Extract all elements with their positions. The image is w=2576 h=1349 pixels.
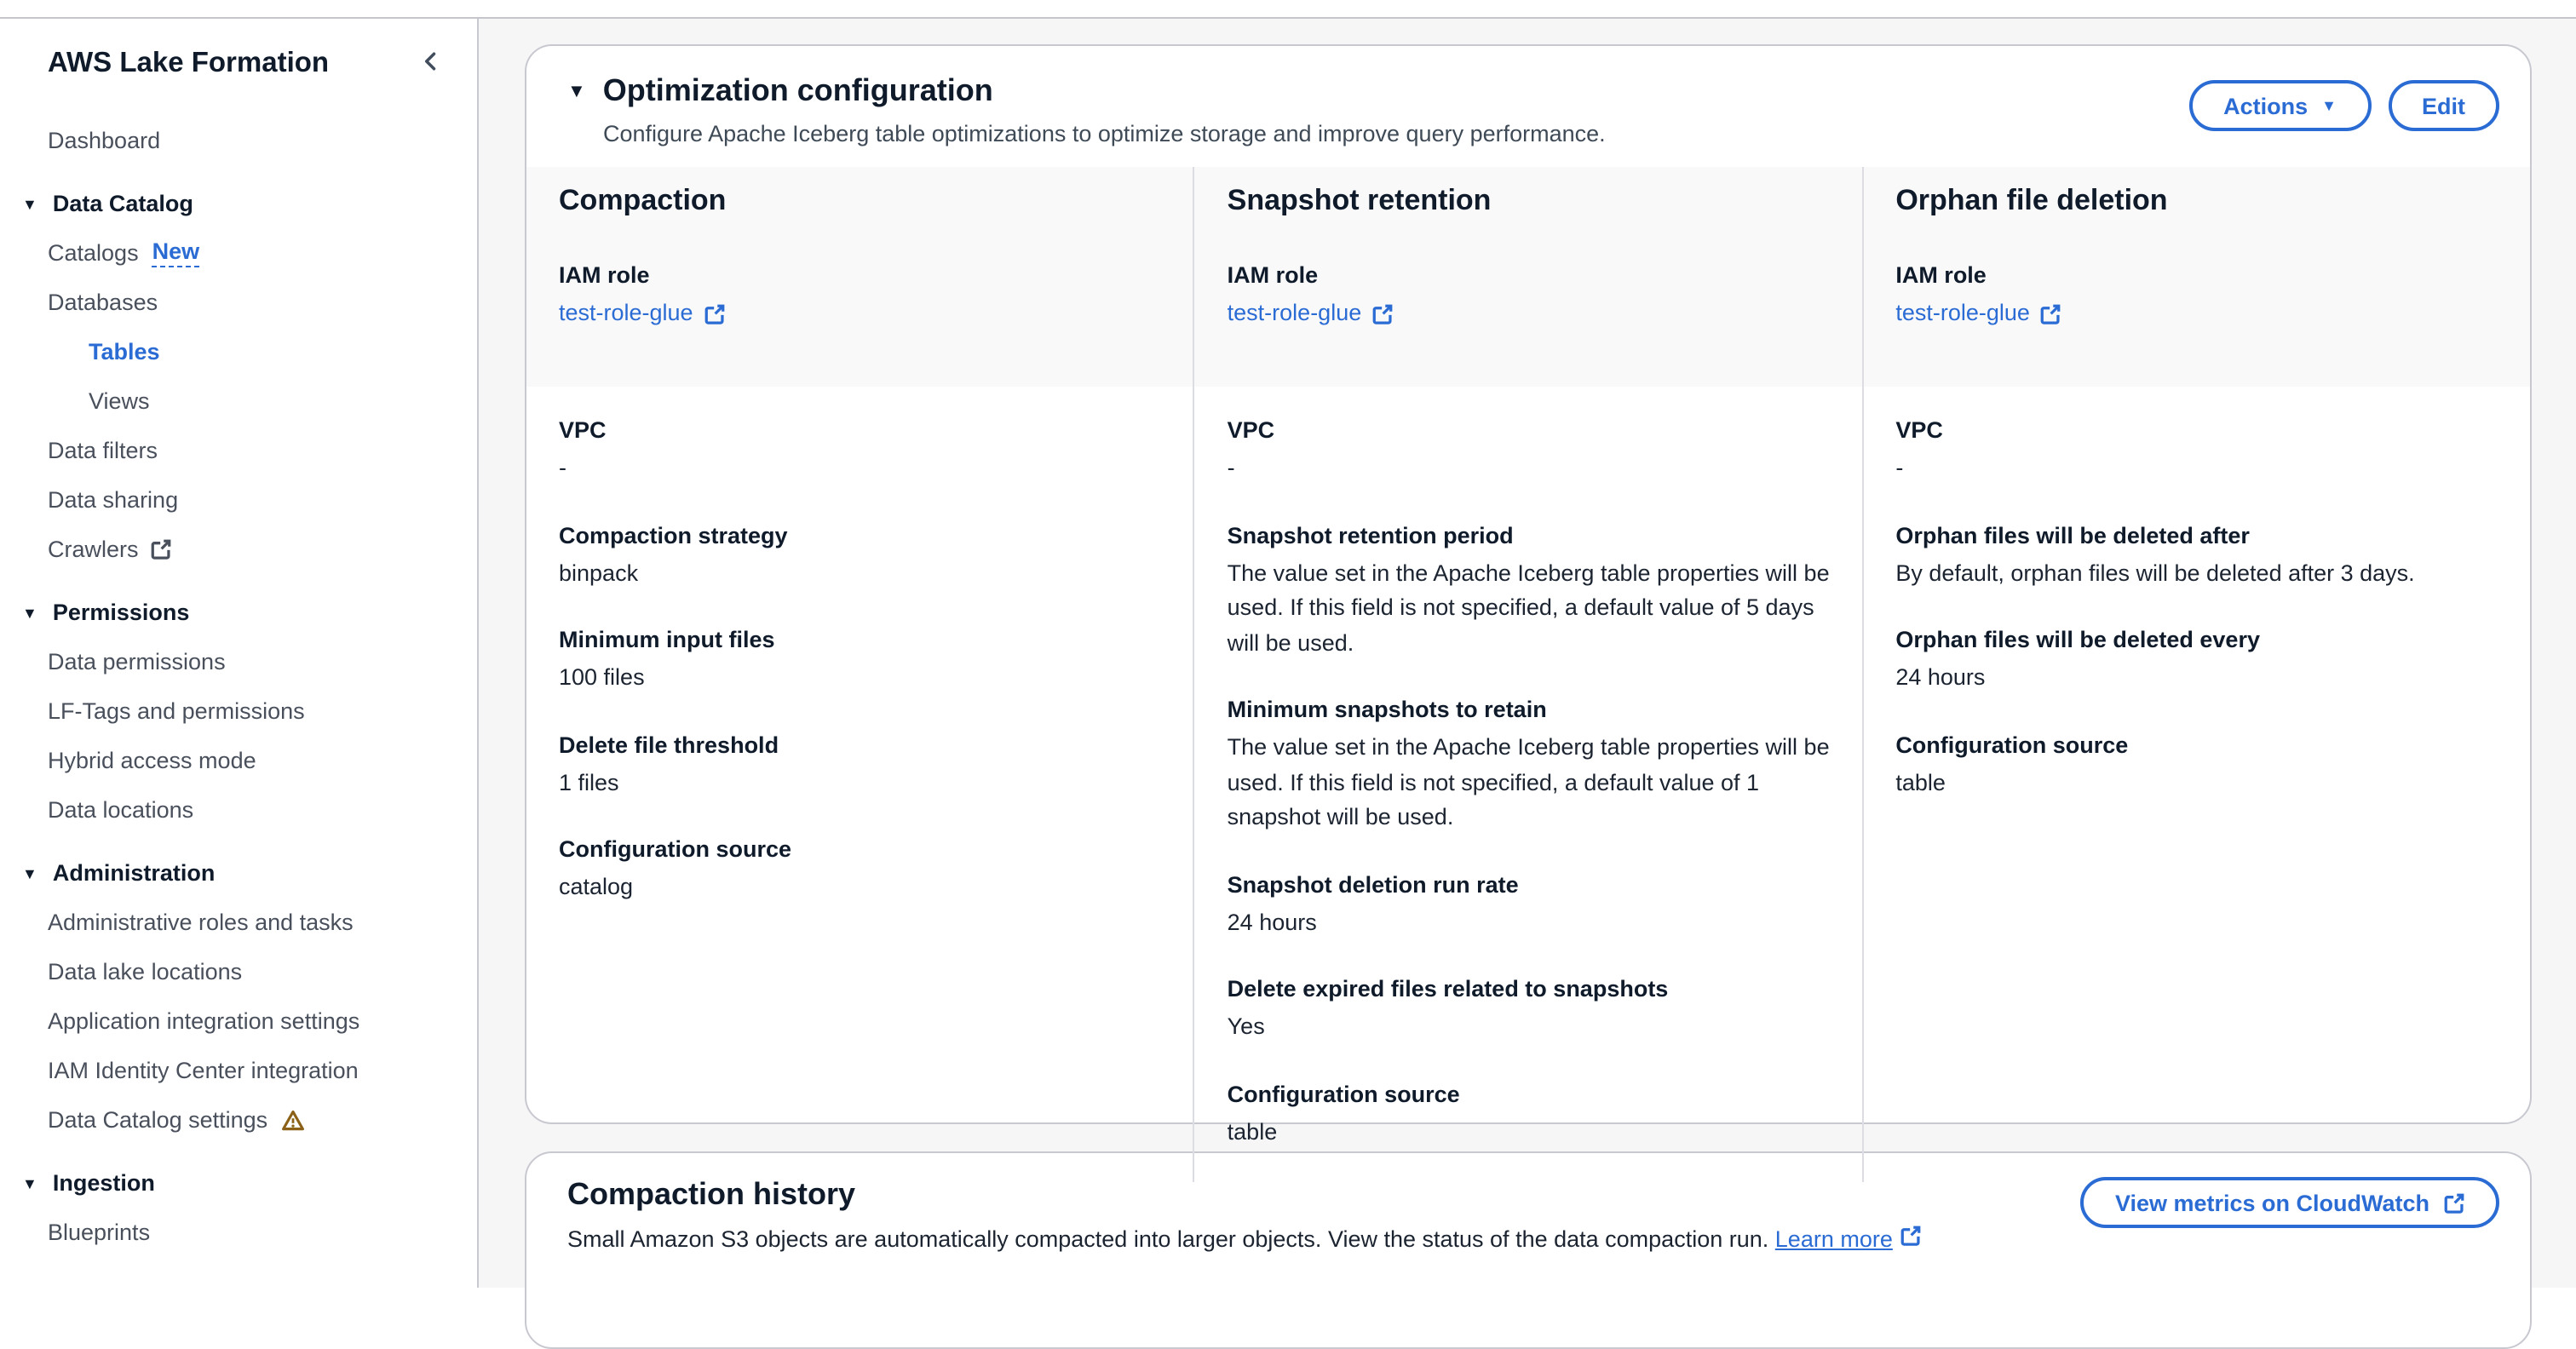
top-border	[0, 0, 2576, 19]
field-value: By default, orphan files will be deleted after 3 days.	[1895, 560, 2415, 585]
sidebar-item-administrative-roles[interactable]: Administrative roles and tasks	[48, 910, 354, 935]
column-heading: Compaction	[559, 184, 727, 216]
field-value: table	[1895, 769, 1946, 795]
sidebar-item-dashboard[interactable]: Dashboard	[48, 128, 161, 153]
column-snapshot-retention	[1193, 167, 1862, 1182]
warning-icon	[281, 1108, 305, 1132]
column-heading: Snapshot retention	[1227, 184, 1492, 216]
caret-down-icon: ▼	[2321, 97, 2337, 114]
field-label: IAM role	[1227, 262, 1319, 288]
field-label: IAM role	[559, 262, 650, 288]
sidebar-item-data-filters[interactable]: Data filters	[48, 438, 158, 463]
optimization-configuration-card	[525, 44, 2532, 1144]
sidebar	[0, 19, 479, 1288]
field-label: Configuration source	[1895, 732, 2129, 757]
external-link-icon	[2040, 302, 2062, 324]
field-value: catalog	[559, 874, 634, 899]
collapse-triangle-icon[interactable]: ▼	[567, 81, 586, 101]
triangle-down-icon: ▼	[22, 1174, 37, 1191]
iam-role-link[interactable]: test-role-glue	[1228, 296, 1394, 330]
sidebar-item-databases[interactable]: Databases	[48, 290, 158, 315]
field-label: Snapshot deletion run rate	[1227, 871, 1519, 897]
sidebar-item-catalogs[interactable]: Catalogs New	[48, 238, 200, 266]
external-link-icon	[2443, 1191, 2465, 1214]
external-link-icon	[1899, 1225, 1921, 1247]
field-label: Orphan files will be deleted every	[1895, 627, 2260, 652]
new-badge[interactable]: New	[152, 238, 200, 267]
field-label: Configuration source	[559, 836, 792, 862]
field-label: Delete file threshold	[559, 732, 779, 757]
column-compaction	[526, 167, 1193, 1182]
sidebar-section-permissions[interactable]: ▼ Permissions	[22, 600, 190, 625]
main-content	[479, 19, 2576, 1288]
sidebar-item-data-permissions[interactable]: Data permissions	[48, 649, 226, 674]
field-label: Minimum input files	[559, 627, 775, 652]
sidebar-item-views[interactable]: Views	[89, 388, 150, 414]
compaction-history-title: Compaction history	[567, 1177, 856, 1211]
field-label: Snapshot retention period	[1227, 522, 1514, 548]
optimization-card-title: Optimization configuration	[602, 73, 993, 107]
edit-button[interactable]: Edit	[2388, 80, 2499, 131]
field-label: VPC	[559, 417, 607, 443]
sidebar-section-administration[interactable]: ▼ Administration	[22, 860, 216, 886]
external-link-icon	[151, 538, 173, 560]
sidebar-item-iam-identity-center[interactable]: IAM Identity Center integration	[48, 1058, 359, 1083]
field-value: Yes	[1227, 1013, 1265, 1039]
actions-button[interactable]: Actions ▼	[2189, 80, 2371, 131]
field-label: VPC	[1227, 417, 1275, 443]
sidebar-collapse-button[interactable]	[416, 46, 446, 82]
sidebar-item-hybrid-access-mode[interactable]: Hybrid access mode	[48, 748, 256, 773]
field-value: table	[1227, 1118, 1278, 1144]
compaction-history-description: Small Amazon S3 objects are automatically compacted into larger objects. View the status of the data compaction run. Learn more	[567, 1225, 1921, 1252]
field-label: Configuration source	[1227, 1081, 1460, 1106]
iam-role-link[interactable]: test-role-glue	[559, 296, 726, 330]
field-value: binpack	[559, 560, 639, 585]
iam-role-link[interactable]: test-role-glue	[1895, 296, 2062, 330]
field-label: Delete expired files related to snapshots	[1227, 976, 1669, 1002]
compaction-history-card	[525, 1151, 2532, 1349]
field-value: -	[559, 455, 566, 480]
sidebar-title: AWS Lake Formation	[48, 48, 330, 78]
field-value: 24 hours	[1895, 664, 1986, 690]
view-metrics-on-cloudwatch-button[interactable]: View metrics on CloudWatch	[2081, 1177, 2499, 1228]
sidebar-item-data-locations[interactable]: Data locations	[48, 797, 194, 823]
sidebar-item-application-integration-settings[interactable]: Application integration settings	[48, 1008, 360, 1034]
sidebar-item-blueprints[interactable]: Blueprints	[48, 1220, 151, 1245]
triangle-down-icon: ▼	[22, 195, 37, 212]
field-value: 24 hours	[1227, 909, 1317, 934]
field-label: Orphan files will be deleted after	[1895, 522, 2250, 548]
sidebar-section-ingestion[interactable]: ▼ Ingestion	[22, 1170, 155, 1196]
sidebar-item-tables[interactable]: Tables	[89, 339, 160, 365]
optimization-card-description: Configure Apache Iceberg table optimizations to optimize storage and improve query performance.	[603, 121, 1606, 146]
sidebar-item-data-sharing[interactable]: Data sharing	[48, 487, 179, 513]
sidebar-item-crawlers[interactable]: Crawlers	[0, 525, 477, 574]
sidebar-item-lf-tags[interactable]: LF-Tags and permissions	[48, 698, 305, 724]
sidebar-item-data-lake-locations[interactable]: Data lake locations	[48, 959, 243, 984]
field-label: Compaction strategy	[559, 522, 788, 548]
learn-more-link[interactable]: Learn more	[1774, 1226, 1893, 1252]
field-label: IAM role	[1895, 262, 1987, 288]
field-value: -	[1227, 455, 1235, 480]
sidebar-item-data-catalog-settings[interactable]: Data Catalog settings	[0, 1095, 477, 1145]
external-link-icon	[704, 302, 726, 324]
field-value: -	[1895, 455, 1904, 480]
chevron-left-icon	[419, 49, 443, 78]
field-value: 100 files	[559, 664, 645, 690]
column-orphan-file-deletion	[1861, 167, 2530, 1182]
field-value: The value set in the Apache Iceberg table properties will be used. If this field is not specified, a default value of 5 days will be used.	[1227, 560, 1830, 655]
field-label: VPC	[1895, 417, 1943, 443]
field-label: Minimum snapshots to retain	[1227, 697, 1547, 722]
triangle-down-icon: ▼	[22, 864, 37, 881]
triangle-down-icon: ▼	[22, 604, 37, 621]
sidebar-section-data-catalog[interactable]: ▼ Data Catalog	[22, 191, 193, 216]
column-heading: Orphan file deletion	[1895, 184, 2168, 216]
field-value: The value set in the Apache Iceberg table properties will be used. If this field is not specified, a default value of 1 snapshot will be used.	[1227, 734, 1830, 829]
field-value: 1 files	[559, 769, 619, 795]
external-link-icon	[1371, 302, 1394, 324]
